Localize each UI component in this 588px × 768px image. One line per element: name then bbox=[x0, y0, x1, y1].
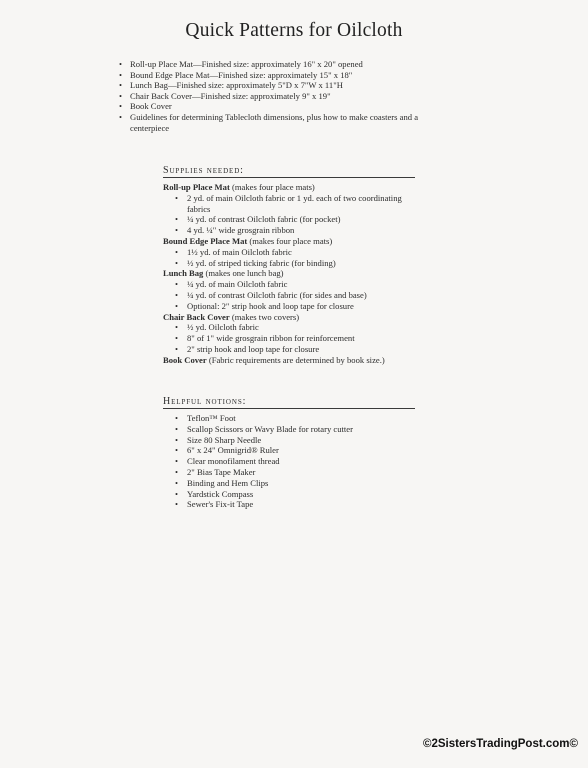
supply-group-title bbox=[163, 268, 415, 279]
intro-item: • Chair Back Cover—Finished size: approximately 9" x 19" bbox=[116, 91, 456, 102]
supply-item: • 2" strip hook and loop tape for closure bbox=[187, 344, 415, 355]
supply-group-title bbox=[163, 355, 415, 366]
supplies-section bbox=[163, 165, 415, 366]
notion-item: • Teflon™ Foot bbox=[187, 413, 415, 424]
supply-item: • ¼ yd. of contrast Oilcloth fabric (for sides and base) bbox=[187, 290, 415, 301]
supply-item: • Optional: 2" strip hook and loop tape for closure bbox=[187, 301, 415, 312]
group-name: Chair Back Cover bbox=[163, 311, 230, 322]
notion-item: • Scallop Scissors or Wavy Blade for rotary cutter bbox=[187, 424, 415, 435]
notion-item: • 2" Bias Tape Maker bbox=[187, 467, 415, 478]
group-note: (makes four place mats) bbox=[229, 182, 315, 192]
group-name: Roll-up Place Mat bbox=[163, 182, 230, 192]
notion-item: • Size 80 Sharp Needle bbox=[187, 435, 415, 446]
supply-item: • 1½ yd. of main Oilcloth fabric bbox=[187, 247, 415, 258]
group-note: (Fabric requirements are determined by book size.) bbox=[206, 354, 385, 365]
supply-list bbox=[163, 279, 415, 311]
notions-heading: Helpful notions: bbox=[163, 396, 415, 409]
notion-item: • Yardstick Compass bbox=[187, 489, 415, 500]
supply-list bbox=[163, 247, 415, 269]
supply-group-title bbox=[163, 312, 415, 323]
supply-list bbox=[163, 193, 415, 236]
group-note: (makes one lunch bag) bbox=[203, 268, 284, 279]
intro-item: • Guidelines for determining Tablecloth dimensions, plus how to make coasters and a centerpiece bbox=[116, 112, 456, 133]
intro-item: • Book Cover bbox=[116, 101, 456, 112]
supply-item: • ¼ yd. of contrast Oilcloth fabric (for pocket) bbox=[187, 214, 415, 225]
intro-item: • Roll-up Place Mat—Finished size: approximately 16" x 20" opened bbox=[116, 59, 456, 70]
supply-item: • 8" of 1" wide grosgrain ribbon for reinforcement bbox=[187, 333, 415, 344]
group-note: (makes two covers) bbox=[229, 311, 300, 322]
group-name: Bound Edge Place Mat bbox=[163, 235, 248, 246]
supply-item: • ½ yd. Oilcloth fabric bbox=[187, 322, 415, 333]
notions-section bbox=[163, 396, 415, 510]
supply-list bbox=[163, 322, 415, 354]
notion-item: • 6" x 24" Omnigrid® Ruler bbox=[187, 445, 415, 456]
intro-list bbox=[116, 59, 456, 133]
supply-item: • 4 yd. ¼" wide grosgrain ribbon bbox=[187, 225, 415, 236]
notion-item: • Sewer's Fix-it Tape bbox=[187, 499, 415, 510]
copyright-watermark: ©2SistersTradingPost.com© bbox=[423, 738, 578, 750]
supply-group-title bbox=[163, 182, 415, 193]
intro-item: • Bound Edge Place Mat—Finished size: approximately 15" x 18" bbox=[116, 70, 456, 81]
supply-item: • 2 yd. of main Oilcloth fabric or 1 yd. each of two coordinating fabrics bbox=[187, 193, 415, 215]
intro-item: • Lunch Bag—Finished size: approximately 5"D x 7"W x 11"H bbox=[116, 80, 456, 91]
supplies-heading: Supplies needed: bbox=[163, 165, 415, 178]
supply-item: • ¼ yd. of main Oilcloth fabric bbox=[187, 279, 415, 290]
group-note: (makes four place mats) bbox=[247, 235, 333, 246]
page-title: Quick Patterns for Oilcloth bbox=[185, 20, 403, 41]
group-name: Lunch Bag bbox=[163, 268, 204, 279]
notion-item: • Binding and Hem Clips bbox=[187, 478, 415, 489]
supply-item: • ½ yd. of striped ticking fabric (for binding) bbox=[187, 258, 415, 269]
notions-list bbox=[163, 413, 415, 510]
notion-item: • Clear monofilament thread bbox=[187, 456, 415, 467]
supply-group-title bbox=[163, 236, 415, 247]
group-name: Book Cover bbox=[163, 354, 207, 365]
